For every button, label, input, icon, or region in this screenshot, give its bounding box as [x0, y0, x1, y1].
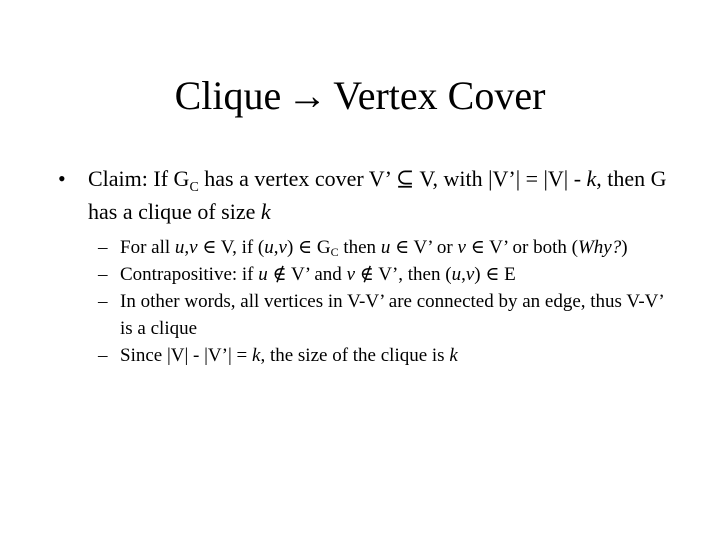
- dash-marker: –: [98, 264, 108, 285]
- var-u: u: [264, 237, 274, 258]
- dash-marker: –: [98, 237, 108, 258]
- text-run: ) ∈ G: [286, 237, 331, 258]
- sub-bullet-item: [98, 288, 678, 342]
- dash-marker: –: [98, 345, 108, 366]
- dash-marker: –: [98, 291, 108, 312]
- text-run: ∈ V’ or both (: [465, 237, 578, 258]
- text-run: , the size of the clique is: [260, 345, 450, 366]
- text-run: ,: [184, 237, 190, 258]
- why-question: Why?: [577, 237, 622, 258]
- sub-bullet-text: In other words, all vertices in V-V’ are connected by an edge, thus V-V’ is a clique: [120, 291, 664, 339]
- var-u: u: [451, 264, 462, 285]
- sub-bullet-text: [120, 234, 678, 261]
- text-run: ∉ V’, then (: [355, 264, 452, 285]
- text-run: Since |V| - |V’| =: [120, 345, 252, 366]
- text-run: then: [338, 237, 381, 258]
- title-left: Clique: [174, 73, 282, 118]
- sub-bullet-list: [98, 234, 678, 369]
- sub-bullet-item: [98, 342, 678, 369]
- right-arrow-icon: →: [287, 73, 328, 118]
- var-v: v: [189, 237, 198, 258]
- text-run: ): [621, 237, 628, 258]
- subscript: C: [330, 245, 339, 259]
- sub-bullet-text: [120, 261, 678, 288]
- var-u: u: [380, 237, 391, 258]
- sub-bullet-text: [120, 342, 678, 369]
- claim-var-k: k: [260, 199, 271, 224]
- var-u: u: [174, 237, 185, 258]
- title-right: Vertex Cover: [333, 73, 546, 118]
- text-run: ∈ V’ or: [390, 237, 458, 258]
- bullet-marker: •: [58, 166, 66, 191]
- var-v: v: [278, 237, 287, 258]
- text-run: ) ∈ E: [474, 264, 516, 285]
- text-run: ∉ V’ and: [267, 264, 347, 285]
- var-u: u: [258, 264, 268, 285]
- sub-bullet-item: [98, 261, 678, 288]
- claim-text: [88, 162, 688, 228]
- text-run: ,: [461, 264, 466, 285]
- var-v: v: [457, 237, 466, 258]
- claim-part-3: , then G has a clique of size: [88, 166, 667, 224]
- text-run: ,: [273, 237, 279, 258]
- var-v: v: [346, 264, 355, 285]
- sub-bullet-item: [98, 234, 678, 261]
- claim-var-k: k: [586, 166, 597, 191]
- slide-title: [0, 68, 720, 124]
- claim-subscript: C: [189, 180, 199, 195]
- text-run: Contrapositive: if: [120, 264, 259, 285]
- var-v: v: [465, 264, 475, 285]
- var-k: k: [252, 345, 261, 366]
- text-run: ∈ V, if (: [197, 237, 265, 258]
- text-run: For all: [120, 237, 175, 258]
- claim-part-2: has a vertex cover V’ ⊆ V, with |V’| = |V| -: [198, 166, 587, 191]
- claim-part-1: Claim: If G: [88, 166, 190, 191]
- var-k: k: [449, 345, 458, 366]
